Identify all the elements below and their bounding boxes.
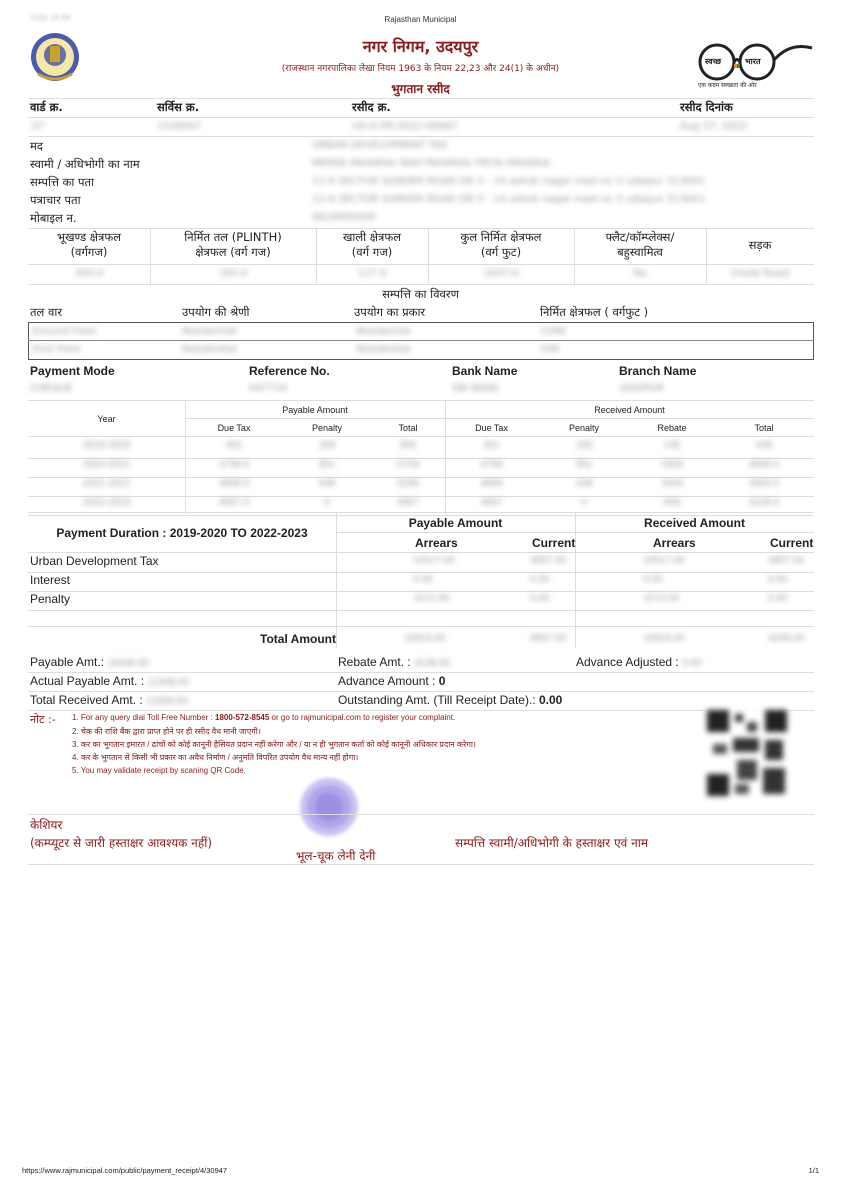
- property-row-2-usage: Residential: [356, 344, 412, 355]
- head-label: मद: [30, 139, 43, 153]
- year-row-2-col-6: 1903: [660, 459, 684, 470]
- year-row-2-col-1: 4758.0: [218, 459, 250, 470]
- summary-row-value: 10017.00: [413, 555, 455, 566]
- summary-row-value: 4857.00: [530, 555, 567, 566]
- year-row-4-col-2: 0: [324, 497, 330, 508]
- note-5: 5. You may validate receipt by scaning QR Code.: [72, 766, 246, 775]
- postal-address-label: पत्राचार पता: [30, 193, 81, 207]
- summary-row-value: 0.00: [413, 574, 433, 585]
- year-row-1-col-1: 401: [225, 440, 243, 451]
- area-value-vacant: 117.0: [357, 268, 387, 279]
- year-row-2-col-5: 951: [575, 459, 593, 470]
- year-row-1-col-4: 401: [483, 440, 500, 451]
- year-row-4-col-6: 608: [663, 497, 681, 508]
- payable-current-header: Current: [532, 536, 576, 550]
- year-row-1-col-2: 183: [318, 440, 336, 451]
- summary-row-value: 1572.00: [413, 593, 450, 604]
- summary-row-label: Urban Development Tax: [30, 554, 159, 568]
- year-row-3-col-4: 4858: [480, 478, 503, 489]
- payable-amount-header: Payable Amount: [282, 405, 348, 415]
- year-row-3-year: 2021-2022: [82, 478, 131, 489]
- summary-row-value: 4857.00: [768, 555, 805, 566]
- summary-row-value: 0.00: [768, 574, 788, 585]
- receipt-date-label: रसीद दिनांक: [680, 100, 733, 114]
- page-title: नगर निगम, उदयपुर: [362, 37, 479, 56]
- year-row-1-col-6: 135: [663, 440, 681, 451]
- swachh-tagline: एक कदम स्वच्छता की ओर: [698, 82, 757, 89]
- note-4: 4. कर के भुगतान से किसी भी प्रकार का अवैध निर्माण / अनुमति विपरित उपयोग वैध मान्य नहीं होगा।: [72, 753, 359, 762]
- year-subheader-5: Penalty: [568, 423, 600, 433]
- receipt-date-value: Aug 27, 2022: [680, 121, 748, 132]
- print-date-time: 7/25/ 15:50: [30, 14, 71, 22]
- year-row-2-col-4: 4758: [480, 459, 503, 470]
- summary-received-header: Received Amount: [644, 516, 745, 530]
- received-arrears-header: Arrears: [653, 536, 696, 550]
- year-row-3-col-2: 438: [318, 478, 336, 489]
- outstanding-amt: Outstanding Amt. (Till Receipt Date).: 0.00: [338, 693, 563, 707]
- ward-value: 07: [32, 121, 45, 132]
- property-row-2-category: Residential: [182, 344, 238, 355]
- year-row-4-year: 2022-2023: [82, 497, 131, 508]
- postal-address-value: 12-A SECTOR SUNDER ROAD DE-3 - 14 ashok nagar road no 3 udaipur 313001: [312, 194, 705, 205]
- address-label: सम्पत्ति का पता: [30, 175, 95, 189]
- year-row-4-col-7: 4249.0: [748, 497, 780, 508]
- property-header-area: निर्मित क्षेत्रफल ( वर्गफुट ): [540, 305, 649, 319]
- reference-no-value: 047716: [249, 383, 288, 394]
- year-row-3-col-7: 3353.0: [748, 478, 780, 489]
- property-table: [28, 322, 814, 360]
- total-received-amt: Total Received Amt. : 12308.00: [30, 693, 188, 707]
- summary-row-label: Interest: [30, 573, 71, 587]
- ward-label: वार्ड क्र.: [30, 100, 63, 114]
- property-row-1-area: 1098: [540, 326, 566, 337]
- notes-label: नोट :-: [30, 713, 56, 726]
- print-page-count: 1/1: [808, 1166, 819, 1175]
- branch-name-label: Branch Name: [619, 364, 697, 378]
- advance-amount: Advance Amount : 0: [338, 674, 446, 688]
- property-row-1-floor: Ground Floor: [32, 326, 97, 337]
- summary-row-value: 10017.00: [643, 555, 685, 566]
- total-received-current: 4249.00: [768, 633, 805, 644]
- total-payable-arrears: 10919.00: [404, 633, 446, 644]
- year-row-4-col-1: 4857.0: [218, 497, 250, 508]
- reference-no-label: Reference No.: [249, 364, 330, 378]
- summary-row-value: 0.00: [530, 574, 550, 585]
- area-header-plot: भूखण्ड क्षेत्रफल (वर्गगज): [56, 230, 122, 259]
- page-subtitle: (राजस्थान नगरपालिका लेखा नियम 1963 के नियम 22,23 और 24(1) के अधीन): [281, 64, 560, 74]
- swachh-right-text: भारत: [745, 57, 761, 66]
- receipt-no-label: रसीद क्र.: [352, 100, 391, 114]
- mobile-label: मोबाइल न.: [30, 211, 77, 225]
- area-header-flat: फ्लैट/कॉम्प्लेक्स/ बहुस्वामित्व: [605, 230, 675, 259]
- computer-signature-note: (कम्प्यूटर से जारी हस्ताक्षर आवश्यक नहीं): [30, 836, 213, 850]
- address-value: 12-A SECTOR SUNDER ROAD DE-3 - 14 ashok nagar road no 3 udaipur 313001: [312, 176, 705, 187]
- received-current-header: Current: [770, 536, 814, 550]
- payable-arrears-header: Arrears: [415, 536, 458, 550]
- property-header-usage: उपयोग का प्रकार: [354, 305, 426, 319]
- received-amount-header: Received Amount: [594, 405, 665, 415]
- summary-row-value: 1572.00: [643, 593, 680, 604]
- owner-value: MEERA PAHARIA/ RAVI PAHARIA/ PRIYA PAHARIA: [312, 158, 550, 169]
- note-3: 3. कर का भुगतान इमारत / ढांचों को कोई कानूनी हैसियत प्रदान नहीं करेगा और / या न ही भुगतान कर्ता को कोई कानूनी अधिकार प्रदान करेगा।: [72, 740, 476, 749]
- year-subheader-7: Total: [754, 423, 774, 433]
- year-row-2-col-7: 3806.0: [748, 459, 780, 470]
- year-wise-table: [28, 400, 814, 514]
- bank-name-label: Bank Name: [452, 364, 518, 378]
- payment-duration: Payment Duration : 2019-2020 TO 2022-2023: [56, 526, 308, 540]
- property-row-2-floor: First Floor: [32, 344, 82, 355]
- print-url: https://www.rajmunicipal.com/public/payment_receipt/4/30947: [22, 1166, 228, 1175]
- summary-row-value: 0.00: [530, 593, 550, 604]
- summary-table: [28, 512, 814, 656]
- total-amount-label: Total Amount: [260, 632, 336, 646]
- bank-name-value: SBI BANK: [452, 383, 500, 394]
- year-subheader-3: Total: [398, 423, 418, 433]
- summary-row-value: 0.00: [643, 574, 663, 585]
- property-row-1-usage: Residential: [356, 326, 412, 337]
- area-value-total-built: 1647.0: [483, 268, 519, 279]
- branch-name-value: UDAIPUR: [619, 383, 664, 394]
- year-subheader-4: Due Tax: [475, 423, 508, 433]
- year-row-4-col-5: 0: [581, 497, 587, 508]
- year-subheader-1: Due Tax: [217, 423, 251, 433]
- year-row-3-col-3: 5296: [396, 478, 420, 489]
- year-row-3-col-5: 438: [575, 478, 593, 489]
- service-value: 1530047: [157, 121, 202, 132]
- year-subheader-6: Rebate: [657, 423, 687, 433]
- advance-adjusted: Advance Adjusted : 0.00: [576, 655, 702, 669]
- note-2: 2. चेक की राशि बैंक द्वारा प्राप्त होने पर ही रसीद वैध मानी जाएगी।: [72, 727, 261, 736]
- year-row-4-col-3: 4857: [396, 497, 420, 508]
- year-header: Year: [97, 414, 116, 424]
- area-value-road: Inside Road: [730, 268, 790, 279]
- total-payable-current: 4857.00: [530, 633, 567, 644]
- print-page-title: Rajasthan Municipal: [384, 15, 457, 24]
- mobile-value: 9829000000: [312, 212, 376, 223]
- area-header-total-built: कुल निर्मित क्षेत्रफल (वर्ग फुट): [460, 230, 542, 259]
- actual-payable-amt: Actual Payable Amt. : 12308.00: [30, 674, 190, 688]
- official-seal-icon: [298, 776, 360, 838]
- summary-row-label: Penalty: [30, 592, 71, 606]
- property-row-1-category: Residential: [182, 326, 238, 337]
- year-row-2-col-3: 5709: [396, 459, 420, 470]
- area-header-road: सड़क: [748, 238, 772, 252]
- year-row-3-col-6: 1943: [660, 478, 684, 489]
- property-header-floor: तल वार: [30, 305, 63, 319]
- owner-label: स्वामी / अधिभोगी का नाम: [30, 157, 140, 171]
- owner-signature-label: सम्पत्ति स्वामी/अधिभोगी के हस्ताक्षर एवं नाम: [455, 836, 649, 850]
- cashier-label: केशियर: [30, 818, 63, 832]
- swachh-left-text: स्वच्छ: [705, 57, 722, 66]
- total-received-arrears: 10919.00: [643, 633, 685, 644]
- service-label: सर्विस क्र.: [157, 100, 200, 114]
- year-row-1-col-5: 183: [575, 440, 593, 451]
- rebate-amt: Rebate Amt. : 4138.00: [338, 655, 451, 669]
- head-value: URBAN DEVELOPMENT TAX: [312, 140, 448, 151]
- note-1: 1. For any query dial Toll Free Number : 1800-572-8545 or go to rajmunicipal.com to register your complaint.: [72, 713, 456, 722]
- area-value-plinth: 183.0: [218, 268, 248, 279]
- year-row-4-col-4: 4857: [480, 497, 503, 508]
- summary-row-value: 0.00: [768, 593, 788, 604]
- property-row-2-area: 549: [540, 344, 560, 355]
- area-value-flat: No: [633, 268, 647, 279]
- payment-mode-label: Payment Mode: [30, 364, 115, 378]
- payable-amt: Payable Amt.: 16446.00: [30, 655, 150, 669]
- year-row-1-col-3: 584: [399, 440, 417, 451]
- error-omission-note: भूल-चूक लेनी देनी: [296, 849, 376, 863]
- year-row-1-year: 2019-2020: [82, 440, 131, 451]
- year-row-1-col-7: 449: [755, 440, 773, 451]
- year-row-2-year: 2020-2021: [82, 459, 131, 470]
- receipt-title: भुगतान रसीद: [391, 82, 450, 96]
- summary-payable-header: Payable Amount: [408, 516, 503, 530]
- property-details-title: सम्पत्ति का विवरण: [382, 287, 459, 301]
- property-header-category: उपयोग की श्रेणी: [182, 305, 250, 319]
- receipt-no-value: UD-0-PR-2022-00687: [352, 121, 458, 132]
- year-row-2-col-2: 951: [318, 459, 336, 470]
- year-subheader-2: Penalty: [311, 423, 343, 433]
- year-row-3-col-1: 4858.0: [218, 478, 250, 489]
- qr-code-icon[interactable]: [705, 708, 789, 798]
- payment-mode-value: CHEQUE: [30, 383, 73, 394]
- area-header-vacant: खाली क्षेत्रफल (वर्ग गज): [342, 230, 402, 259]
- area-value-plot: 300.0: [74, 268, 104, 279]
- area-header-plinth: निर्मित तल (PLINTH) क्षेत्रफल (वर्ग गज): [184, 230, 282, 259]
